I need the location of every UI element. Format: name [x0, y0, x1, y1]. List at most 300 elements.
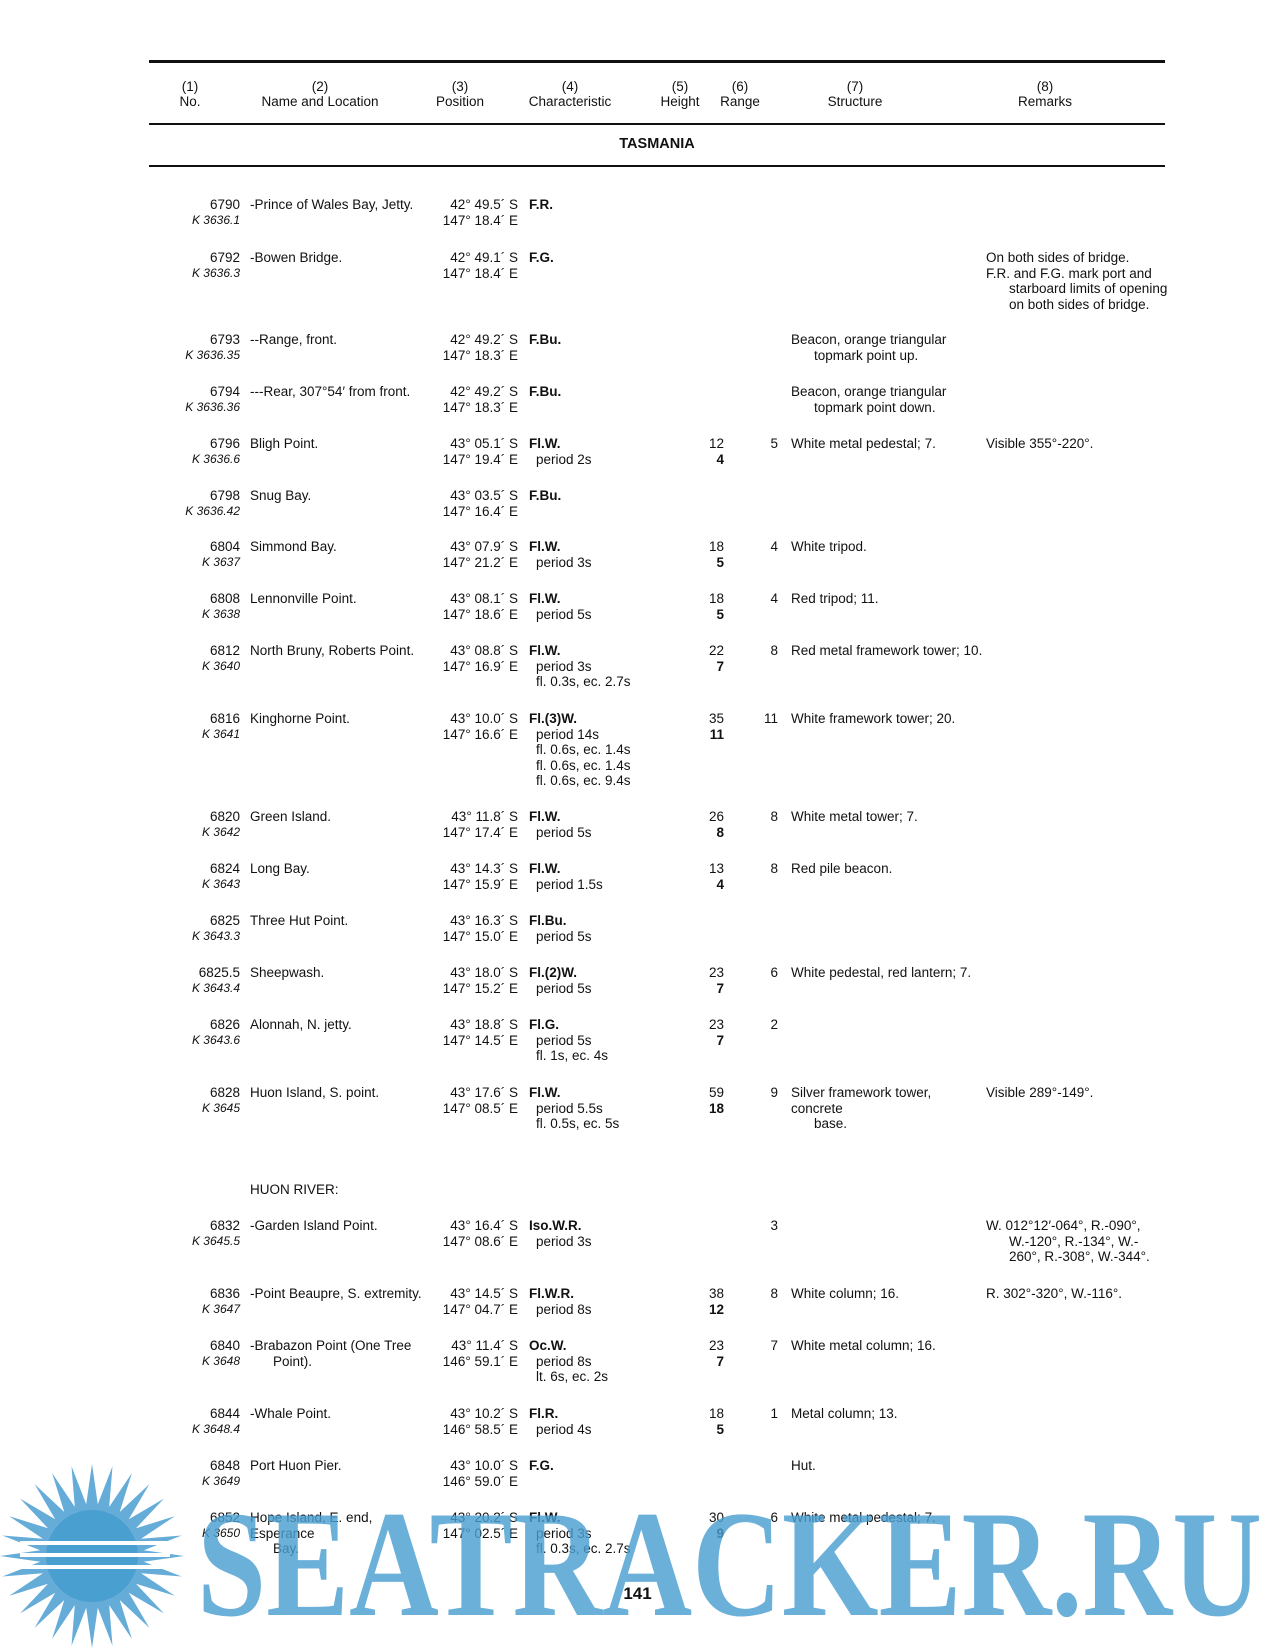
position — [438, 384, 518, 415]
height-feet: 38 — [708, 1286, 724, 1301]
light-name-line: Snug Bay. — [250, 488, 312, 503]
light-number — [150, 913, 240, 943]
characteristic-detail: fl. 0.3s, ec. 2.7s — [536, 674, 631, 689]
light-name-line: --Range, front. — [250, 332, 338, 347]
characteristic — [529, 1017, 659, 1064]
characteristic — [529, 1458, 659, 1474]
height — [690, 1085, 724, 1116]
light-name — [250, 436, 435, 452]
range: 11 — [763, 711, 778, 726]
position — [438, 1510, 518, 1541]
height-meters: 7 — [716, 658, 724, 674]
light-number — [150, 250, 240, 280]
structure — [791, 436, 986, 452]
section-title: TASMANIA — [619, 136, 695, 152]
range: 6 — [770, 965, 778, 980]
latitude: 43° 14.5´ S — [450, 1286, 518, 1301]
light-name — [250, 643, 435, 659]
international-number: K 3650 — [201, 1525, 240, 1540]
latitude: 43° 05.1´ S — [450, 436, 518, 451]
light-name-line: -Brabazon Point (One Tree — [250, 1338, 412, 1353]
range: 8 — [770, 1286, 778, 1301]
characteristic-detail: fl. 0.6s, ec. 1.4s — [536, 757, 631, 773]
column-header-height: (5) Height — [660, 79, 700, 109]
international-number: K 3637 — [201, 554, 240, 569]
longitude: 147° 19.4´ E — [442, 451, 518, 467]
remarks — [986, 1286, 1171, 1302]
structure-line: White metal pedestal; 7. — [791, 436, 936, 451]
position — [438, 913, 518, 944]
characteristic-detail: fl. 0.5s, ec. 5s — [536, 1116, 620, 1131]
characteristic-detail: fl. 0.6s, ec. 9.4s — [536, 773, 631, 788]
characteristic — [529, 913, 659, 944]
section-rule — [149, 165, 1165, 167]
structure-line: Red metal framework tower; 10. — [791, 643, 983, 658]
light-number — [150, 1338, 240, 1368]
light-number — [150, 488, 240, 518]
structure-line: Silver framework tower, concrete — [791, 1085, 932, 1116]
structure-line: White column; 16. — [791, 1286, 900, 1301]
light-number-value: 6844 — [209, 1406, 240, 1421]
light-number-value: 6852 — [209, 1510, 240, 1525]
position — [438, 539, 518, 570]
header-rule — [149, 123, 1165, 125]
light-number-value: 6794 — [209, 384, 240, 399]
height-meters: 5 — [716, 554, 724, 570]
height-meters: 12 — [708, 1301, 724, 1317]
longitude: 147° 04.7´ E — [442, 1301, 518, 1317]
longitude: 146° 59.0´ E — [442, 1473, 518, 1489]
structure — [791, 861, 986, 877]
column-header-characteristic: (4) Characteristic — [528, 79, 612, 109]
light-number — [150, 861, 240, 891]
height — [690, 861, 724, 892]
position — [438, 965, 518, 996]
international-number: K 3641 — [201, 726, 240, 741]
characteristic-code: Fl.W. — [529, 1510, 561, 1525]
structure — [791, 332, 986, 363]
height-meters: 5 — [716, 1421, 724, 1437]
height-meters: 7 — [716, 1032, 724, 1048]
international-number: K 3636.6 — [191, 451, 240, 466]
remarks-line: Visible 289°-149°. — [986, 1085, 1094, 1100]
remarks-line: starboard limits of opening — [1009, 281, 1168, 296]
height-meters: 9 — [716, 1525, 724, 1541]
remarks-line: W. 012°12′-064°, R.-090°, — [986, 1218, 1141, 1233]
position — [438, 809, 518, 840]
latitude: 43° 17.6´ S — [450, 1085, 518, 1100]
latitude: 43° 11.8´ S — [451, 809, 518, 824]
structure-line: topmark point down. — [814, 399, 936, 415]
longitude: 147° 21.2´ E — [442, 554, 518, 570]
height-feet: 59 — [708, 1085, 724, 1100]
characteristic-detail: period 2s — [536, 451, 592, 467]
light-number-value: 6812 — [209, 643, 240, 658]
light-name — [250, 1338, 435, 1369]
range: 4 — [770, 591, 778, 606]
characteristic-code: Fl.Bu. — [529, 913, 567, 928]
light-name-line: -Bowen Bridge. — [250, 250, 343, 265]
light-name-line: -Whale Point. — [250, 1406, 332, 1421]
structure-line: Metal column; 13. — [791, 1406, 898, 1421]
column-header-position: (3) Position — [435, 79, 485, 109]
light-name-line: Hope Island, E. end, Esperance — [250, 1510, 373, 1541]
light-number-value: 6832 — [209, 1218, 240, 1233]
characteristic — [529, 643, 659, 690]
structure — [791, 1085, 986, 1132]
structure-line: Beacon, orange triangular — [791, 384, 947, 399]
light-name-line: -Prince of Wales Bay, Jetty. — [250, 197, 414, 212]
height — [690, 436, 724, 467]
light-name — [250, 1085, 435, 1101]
characteristic — [529, 809, 659, 840]
structure-line: White metal column; 16. — [791, 1338, 936, 1353]
structure — [791, 711, 986, 727]
light-name — [250, 1218, 435, 1234]
light-name — [250, 488, 435, 504]
light-name-line: Three Hut Point. — [250, 913, 349, 928]
light-name-continuation: Bay. — [273, 1541, 300, 1556]
international-number: K 3643.6 — [191, 1032, 240, 1047]
characteristic — [529, 197, 659, 213]
position — [438, 1218, 518, 1249]
height — [690, 643, 724, 674]
range: 8 — [770, 643, 778, 658]
height — [690, 1510, 724, 1541]
characteristic — [529, 332, 659, 348]
structure — [791, 809, 986, 825]
characteristic-code: Fl.W. — [529, 1085, 561, 1100]
structure-line: base. — [814, 1116, 848, 1131]
height-meters: 7 — [716, 1353, 724, 1369]
light-name-line: Sheepwash. — [250, 965, 325, 980]
structure — [791, 1510, 986, 1526]
range: 6 — [770, 1510, 778, 1525]
column-header-remarks: (8) Remarks — [1017, 79, 1072, 109]
position — [438, 1406, 518, 1437]
light-number-value: 6840 — [209, 1338, 240, 1353]
height-feet: 13 — [708, 861, 724, 876]
latitude: 42° 49.5´ S — [450, 197, 518, 212]
position — [438, 332, 518, 363]
light-name — [250, 1510, 435, 1557]
structure-line: White metal tower; 7. — [791, 809, 918, 824]
light-number-value: 6824 — [209, 861, 240, 876]
light-number — [150, 1458, 240, 1488]
height-meters: 4 — [716, 451, 724, 467]
characteristic-detail: period 5.5s — [536, 1100, 603, 1116]
latitude: 43° 18.8´ S — [450, 1017, 518, 1032]
column-header-no: (1) No. — [179, 79, 201, 109]
light-name-continuation: Point). — [273, 1353, 313, 1369]
height-feet: 35 — [708, 711, 724, 726]
characteristic — [529, 711, 659, 789]
latitude: 42° 49.2´ S — [450, 332, 518, 347]
light-name-line: Long Bay. — [250, 861, 310, 876]
structure-line: Red pile beacon. — [791, 861, 893, 876]
light-number — [150, 197, 240, 227]
light-number — [150, 1085, 240, 1115]
longitude: 147° 14.5´ E — [442, 1032, 518, 1048]
page-number: 141 — [623, 1584, 652, 1603]
remarks-line: F.R. and F.G. mark port and — [986, 265, 1152, 281]
height-feet: 23 — [708, 965, 724, 980]
height — [690, 1338, 724, 1369]
range: 1 — [770, 1406, 778, 1421]
international-number: K 3648 — [201, 1353, 240, 1368]
height-meters: 18 — [708, 1100, 724, 1116]
latitude: 43° 20.2´ S — [450, 1510, 518, 1525]
light-name-line: Green Island. — [250, 809, 332, 824]
characteristic-detail: lt. 6s, ec. 2s — [536, 1369, 609, 1384]
height — [690, 1017, 724, 1048]
light-number-value: 6825 — [209, 913, 240, 928]
longitude: 147° 02.5´ E — [442, 1525, 518, 1541]
international-number: K 3643.4 — [191, 980, 240, 995]
light-name — [250, 1458, 435, 1474]
characteristic-code: Fl.G. — [529, 1017, 559, 1032]
watermark-text: SEATRACKER.RU — [197, 1480, 1262, 1648]
height-meters: 5 — [716, 606, 724, 622]
structure — [791, 539, 986, 555]
characteristic-detail: period 3s — [536, 1525, 592, 1541]
position — [438, 711, 518, 742]
range: 3 — [770, 1218, 778, 1233]
latitude: 43° 03.5´ S — [450, 488, 518, 503]
characteristic-code: Fl.W. — [529, 643, 561, 658]
latitude: 43° 08.1´ S — [450, 591, 518, 606]
characteristic-code: Fl.W.R. — [529, 1286, 574, 1301]
longitude: 147° 15.0´ E — [442, 928, 518, 944]
height-feet: 23 — [708, 1338, 724, 1353]
longitude: 147° 18.3´ E — [442, 399, 518, 415]
longitude: 147° 18.4´ E — [442, 212, 518, 228]
light-number — [150, 711, 240, 741]
characteristic — [529, 436, 659, 467]
light-name-line: -Garden Island Point. — [250, 1218, 378, 1233]
characteristic-detail: period 3s — [536, 554, 592, 570]
international-number: K 3636.42 — [185, 503, 240, 518]
light-number — [150, 1218, 240, 1248]
characteristic-code: Fl.W. — [529, 539, 561, 554]
light-name — [250, 1286, 435, 1302]
height — [690, 1406, 724, 1437]
characteristic-code: Fl.R. — [529, 1406, 559, 1421]
characteristic-detail: period 1.5s — [536, 876, 603, 892]
light-number — [150, 1510, 240, 1540]
characteristic-code: Fl.W. — [529, 861, 561, 876]
characteristic — [529, 488, 659, 504]
latitude: 43° 10.0´ S — [450, 1458, 518, 1473]
international-number: K 3640 — [201, 658, 240, 673]
light-number-value: 6820 — [209, 809, 240, 824]
characteristic — [529, 591, 659, 622]
light-name — [250, 1406, 435, 1422]
characteristic-detail: fl. 1s, ec. 4s — [536, 1048, 609, 1063]
latitude: 43° 10.0´ S — [450, 711, 518, 726]
remarks-line: W.-120°, R.-134°, W.- — [1009, 1233, 1139, 1249]
height-feet: 18 — [708, 539, 724, 554]
light-number — [150, 643, 240, 673]
characteristic-code: F.R. — [529, 197, 554, 212]
light-name-line: Alonnah, N. jetty. — [250, 1017, 352, 1032]
longitude: 147° 17.4´ E — [442, 824, 518, 840]
light-name-line: ---Rear, 307°54′ from front. — [250, 384, 411, 399]
light-name — [250, 539, 435, 555]
characteristic-detail: period 5s — [536, 606, 592, 622]
longitude: 147° 08.5´ E — [442, 1100, 518, 1116]
height-feet: 30 — [708, 1510, 724, 1525]
characteristic-detail: period 8s — [536, 1301, 592, 1317]
height-feet: 26 — [708, 809, 724, 824]
structure-line: Red tripod; 11. — [791, 591, 879, 606]
structure — [791, 1338, 986, 1354]
light-name — [250, 1017, 435, 1033]
characteristic — [529, 1510, 659, 1557]
characteristic-code: Fl.W. — [529, 591, 561, 606]
range: 2 — [770, 1017, 778, 1032]
light-name-line: North Bruny, Roberts Point. — [250, 643, 415, 658]
remarks-line: R. 302°-320°, W.-116°. — [986, 1286, 1123, 1301]
longitude: 147° 16.4´ E — [442, 503, 518, 519]
remarks-line: Visible 355°-220°. — [986, 436, 1094, 451]
light-number — [150, 436, 240, 466]
light-name-line: Bligh Point. — [250, 436, 319, 451]
characteristic — [529, 384, 659, 400]
characteristic-detail: fl. 0.3s, ec. 2.7s — [536, 1541, 631, 1556]
international-number: K 3647 — [201, 1301, 240, 1316]
characteristic-code: F.Bu. — [529, 332, 562, 347]
structure — [791, 965, 986, 981]
structure-line: White metal pedestal; 7. — [791, 1510, 936, 1525]
position — [438, 1458, 518, 1489]
structure — [791, 1406, 986, 1422]
light-number — [150, 1406, 240, 1436]
international-number: K 3636.3 — [191, 265, 240, 280]
characteristic — [529, 250, 659, 266]
light-name — [250, 591, 435, 607]
structure — [791, 1286, 986, 1302]
latitude: 43° 18.0´ S — [450, 965, 518, 980]
light-number-value: 6790 — [209, 197, 240, 212]
light-name-line: -Point Beaupre, S. extremity. — [250, 1286, 422, 1301]
position — [438, 643, 518, 674]
range: 7 — [770, 1338, 778, 1353]
international-number: K 3636.36 — [185, 399, 240, 414]
characteristic-code: Fl.W. — [529, 809, 561, 824]
position — [438, 250, 518, 281]
longitude: 147° 16.6´ E — [442, 726, 518, 742]
remarks — [986, 436, 1171, 452]
international-number: K 3636.35 — [185, 347, 240, 362]
height-meters: 4 — [716, 876, 724, 892]
characteristic-code: Fl.W. — [529, 436, 561, 451]
latitude: 43° 10.2´ S — [450, 1406, 518, 1421]
height-feet: 18 — [708, 591, 724, 606]
light-number-value: 6826 — [209, 1017, 240, 1032]
light-name — [250, 332, 435, 348]
longitude: 147° 18.4´ E — [442, 265, 518, 281]
height-feet: 22 — [708, 643, 724, 658]
height — [690, 711, 724, 742]
characteristic-code: Fl.(3)W. — [529, 711, 577, 726]
top-rule — [149, 60, 1165, 63]
remarks-line: On both sides of bridge. — [986, 250, 1130, 265]
position — [438, 591, 518, 622]
height-feet: 23 — [708, 1017, 724, 1032]
range: 9 — [770, 1085, 778, 1100]
position — [438, 1286, 518, 1317]
position — [438, 1338, 518, 1369]
characteristic-detail: period 3s — [536, 1233, 592, 1249]
remarks — [986, 1218, 1171, 1265]
remarks-line: 260°, R.-308°, W.-344°. — [1009, 1249, 1150, 1264]
light-name — [250, 384, 435, 400]
characteristic — [529, 1338, 659, 1385]
light-number-value: 6792 — [209, 250, 240, 265]
height-feet: 18 — [708, 1406, 724, 1421]
latitude: 43° 08.8´ S — [450, 643, 518, 658]
light-number — [150, 1286, 240, 1316]
characteristic — [529, 539, 659, 570]
characteristic — [529, 861, 659, 892]
range: 8 — [770, 809, 778, 824]
light-name-line: Lennonville Point. — [250, 591, 357, 606]
light-number-value: 6793 — [209, 332, 240, 347]
characteristic-code: F.Bu. — [529, 488, 562, 503]
remarks — [986, 250, 1171, 312]
light-name — [250, 250, 435, 266]
position — [438, 488, 518, 519]
height-meters: 8 — [716, 824, 724, 840]
characteristic-code: Oc.W. — [529, 1338, 567, 1353]
structure-line: Beacon, orange triangular — [791, 332, 947, 347]
international-number: K 3649 — [201, 1473, 240, 1488]
light-number-value: 6804 — [209, 539, 240, 554]
light-name — [250, 913, 435, 929]
international-number: K 3636.1 — [191, 212, 240, 227]
range: 8 — [770, 861, 778, 876]
height — [690, 539, 724, 570]
light-number-value: 6848 — [209, 1458, 240, 1473]
characteristic-detail: period 14s — [536, 726, 600, 742]
light-number-value: 6798 — [209, 488, 240, 503]
latitude: 43° 16.4´ S — [450, 1218, 518, 1233]
characteristic — [529, 965, 659, 996]
range: 4 — [770, 539, 778, 554]
longitude: 147° 15.2´ E — [442, 980, 518, 996]
longitude: 146° 58.5´ E — [442, 1421, 518, 1437]
characteristic-code: F.G. — [529, 250, 554, 265]
latitude: 43° 14.3´ S — [450, 861, 518, 876]
light-number — [150, 965, 240, 995]
height-meters: 11 — [709, 726, 724, 742]
international-number: K 3638 — [201, 606, 240, 621]
characteristic-detail: period 5s — [536, 980, 592, 996]
latitude: 43° 11.4´ S — [451, 1338, 518, 1353]
remarks-line: on both sides of bridge. — [1009, 296, 1150, 312]
range: 5 — [770, 436, 778, 451]
longitude: 147° 15.9´ E — [442, 876, 518, 892]
height — [690, 965, 724, 996]
longitude: 147° 08.6´ E — [442, 1233, 518, 1249]
structure — [791, 643, 986, 659]
characteristic-detail: period 5s — [536, 824, 592, 840]
height — [690, 1286, 724, 1317]
international-number: K 3645 — [201, 1100, 240, 1115]
light-name-line: Kinghorne Point. — [250, 711, 350, 726]
height — [690, 591, 724, 622]
